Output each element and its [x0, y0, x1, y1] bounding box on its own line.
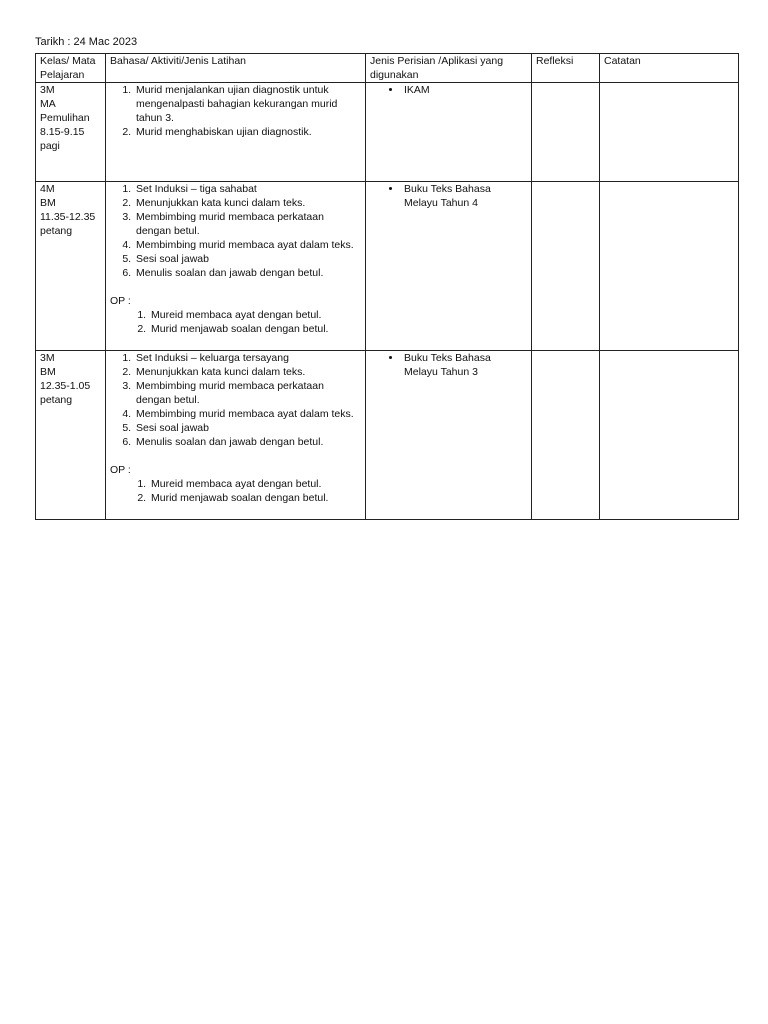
refleksi-cell [532, 83, 600, 182]
activity-item: 3. Membimbing murid membaca perkataan dengan betul. [134, 379, 361, 407]
activity-cell [106, 351, 366, 520]
class-line: BM [40, 366, 56, 378]
activity-item: 1. Set Induksi – keluarga tersayang [134, 351, 361, 365]
resource-item: • Buku Teks Bahasa Melayu Tahun 4 [402, 182, 527, 210]
op-list [110, 477, 361, 505]
resource-list [370, 182, 527, 210]
table-row [36, 83, 739, 182]
lesson-plan-table [35, 53, 739, 520]
refleksi-cell [532, 351, 600, 520]
class-line: 3M [40, 352, 55, 364]
activity-item: 2. Murid menghabiskan ujian diagnostik. [134, 125, 361, 139]
resource-cell [366, 83, 532, 182]
op-label: OP : [110, 295, 131, 307]
activity-item: 1. Murid menjalankan ujian diagnostik untuk mengenalpasti bahagian kekurangan murid tahun 3. [134, 83, 361, 125]
class-line: 11.35-12.35 [40, 211, 96, 223]
activity-item: 2. Menunjukkan kata kunci dalam teks. [134, 365, 361, 379]
refleksi-cell [532, 182, 600, 351]
activity-cell [106, 83, 366, 182]
catatan-cell [600, 351, 739, 520]
resource-item: • Buku Teks Bahasa Melayu Tahun 3 [402, 351, 527, 379]
class-line: pagi [40, 140, 60, 152]
class-line: petang [40, 394, 73, 406]
activity-list [110, 351, 361, 449]
op-item: 1. Mureid membaca ayat dengan betul. [149, 308, 361, 322]
op-item: 2. Murid menjawab soalan dengan betul. [149, 322, 361, 336]
class-line: 12.35-1.05 [40, 380, 91, 392]
op-list [110, 308, 361, 336]
activity-list [110, 83, 361, 139]
header-aktiviti: Bahasa/ Aktiviti/Jenis Latihan [106, 54, 366, 83]
op-label: OP : [110, 464, 131, 476]
class-line: 4M [40, 183, 55, 195]
class-line: MA [40, 98, 56, 110]
activity-item: 3. Membimbing murid membaca perkataan dengan betul. [134, 210, 361, 238]
resource-cell [366, 351, 532, 520]
activity-cell [106, 182, 366, 351]
activity-item: 6. Menulis soalan dan jawab dengan betul. [134, 266, 361, 280]
op-item: 2. Murid menjawab soalan dengan betul. [149, 491, 361, 505]
activity-item: 6. Menulis soalan dan jawab dengan betul. [134, 435, 361, 449]
date-label: Tarikh : 24 Mac 2023 [35, 36, 138, 48]
class-cell [36, 351, 106, 520]
activity-item: 1. Set Induksi – tiga sahabat [134, 182, 361, 196]
class-line: BM [40, 197, 56, 209]
activity-item: 5. Sesi soal jawab [134, 421, 361, 435]
activity-item: 4. Membimbing murid membaca ayat dalam teks. [134, 238, 361, 252]
activity-item: 2. Menunjukkan kata kunci dalam teks. [134, 196, 361, 210]
resource-list [370, 351, 527, 379]
class-line: Pemulihan [40, 112, 90, 124]
catatan-cell [600, 83, 739, 182]
catatan-cell [600, 182, 739, 351]
resource-list [370, 83, 527, 97]
table-row [36, 182, 739, 351]
activity-list [110, 182, 361, 280]
header-catatan: Catatan [600, 54, 739, 83]
op-item: 1. Mureid membaca ayat dengan betul. [149, 477, 361, 491]
header-perisian: Jenis Perisian /Aplikasi yang digunakan [366, 54, 532, 83]
class-line: 3M [40, 84, 55, 96]
class-line: petang [40, 225, 73, 237]
table-row [36, 351, 739, 520]
class-line: 8.15-9.15 [40, 126, 85, 138]
class-cell [36, 182, 106, 351]
resource-item: • IKAM [402, 83, 527, 97]
activity-item: 4. Membimbing murid membaca ayat dalam teks. [134, 407, 361, 421]
class-cell [36, 83, 106, 182]
activity-item: 5. Sesi soal jawab [134, 252, 361, 266]
header-kelas: Kelas/ Mata Pelajaran [36, 54, 106, 83]
resource-cell [366, 182, 532, 351]
header-refleksi: Refleksi [532, 54, 600, 83]
table-header-row [36, 54, 739, 83]
